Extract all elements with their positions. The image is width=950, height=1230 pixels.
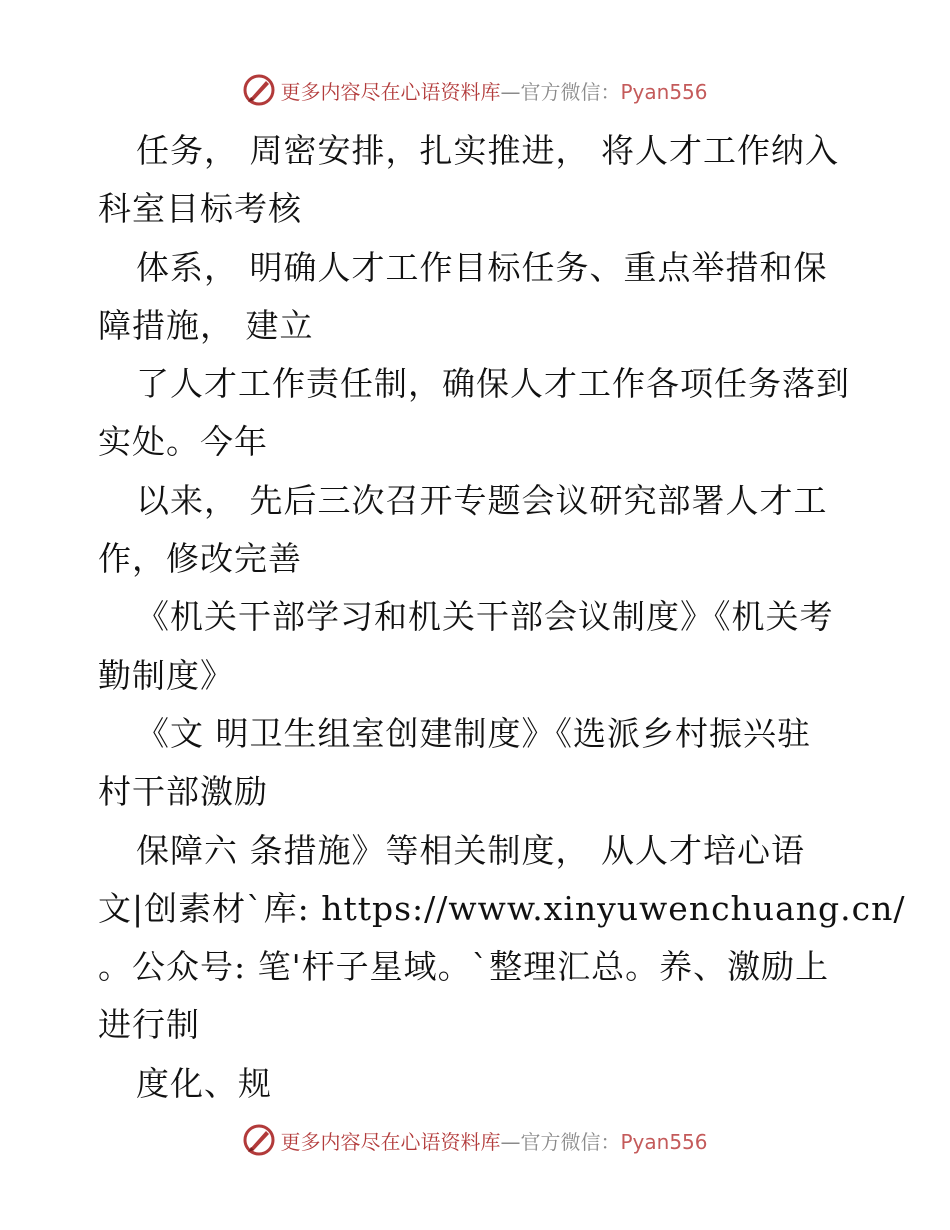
footer-site-text: 更多内容尽在心语资料库 (280, 1129, 501, 1154)
body-line: 《文 明卫生组室创建制度》《选派乡村振兴驻 (136, 713, 811, 753)
body-line: 作，修改完善 (98, 539, 302, 579)
body-line: 。公众号: 笔'杆子星域。`整理汇总。养、激励上 (98, 947, 830, 987)
quill-pen-seal-icon (242, 73, 276, 107)
body-line: 体系， 明确人才工作目标任务、重点举措和保 (136, 247, 828, 287)
header-site-text: 更多内容尽在心语资料库 (280, 79, 501, 104)
header-wechat-account: Pyan556 (620, 79, 708, 104)
header-separator: — (500, 79, 521, 104)
footer-wechat-account: Pyan556 (620, 1129, 708, 1154)
body-line: 保障六 条措施》等相关制度， 从人才培心语 (136, 830, 805, 870)
body-line: 以来， 先后三次召开专题会议研究部署人才工 (136, 480, 828, 520)
quill-pen-seal-icon (242, 1123, 276, 1157)
body-line: 障措施， 建立 (98, 305, 314, 345)
body-line: 勤制度》 (98, 655, 234, 695)
footer-text (280, 1126, 707, 1155)
header-text (280, 76, 707, 105)
footer-banner (0, 1120, 950, 1160)
document-body (98, 122, 906, 1113)
body-line: 《机关干部学习和机关干部会议制度》《机关考 (136, 597, 834, 637)
footer-separator: — (500, 1129, 521, 1154)
header-banner (0, 70, 950, 110)
footer-wechat-label: 官方微信： (520, 1129, 621, 1154)
body-line: 任务， 周密安排，扎实推进， 将人才工作纳入 (136, 131, 839, 170)
body-line: 了人才工作责任制，确保人才工作各项任务落到 (136, 364, 850, 404)
body-line: 进行制 (98, 1005, 200, 1045)
body-line: 度化、规 (136, 1063, 272, 1103)
body-line: 实处。今年 (98, 422, 268, 462)
body-line: 村干部激励 (98, 772, 268, 812)
body-line: 科室目标考核 (98, 189, 302, 229)
body-line: 文|创素材`库: https://www.xinyuwenchuang.cn/ (98, 888, 906, 928)
header-wechat-label: 官方微信： (520, 79, 621, 104)
